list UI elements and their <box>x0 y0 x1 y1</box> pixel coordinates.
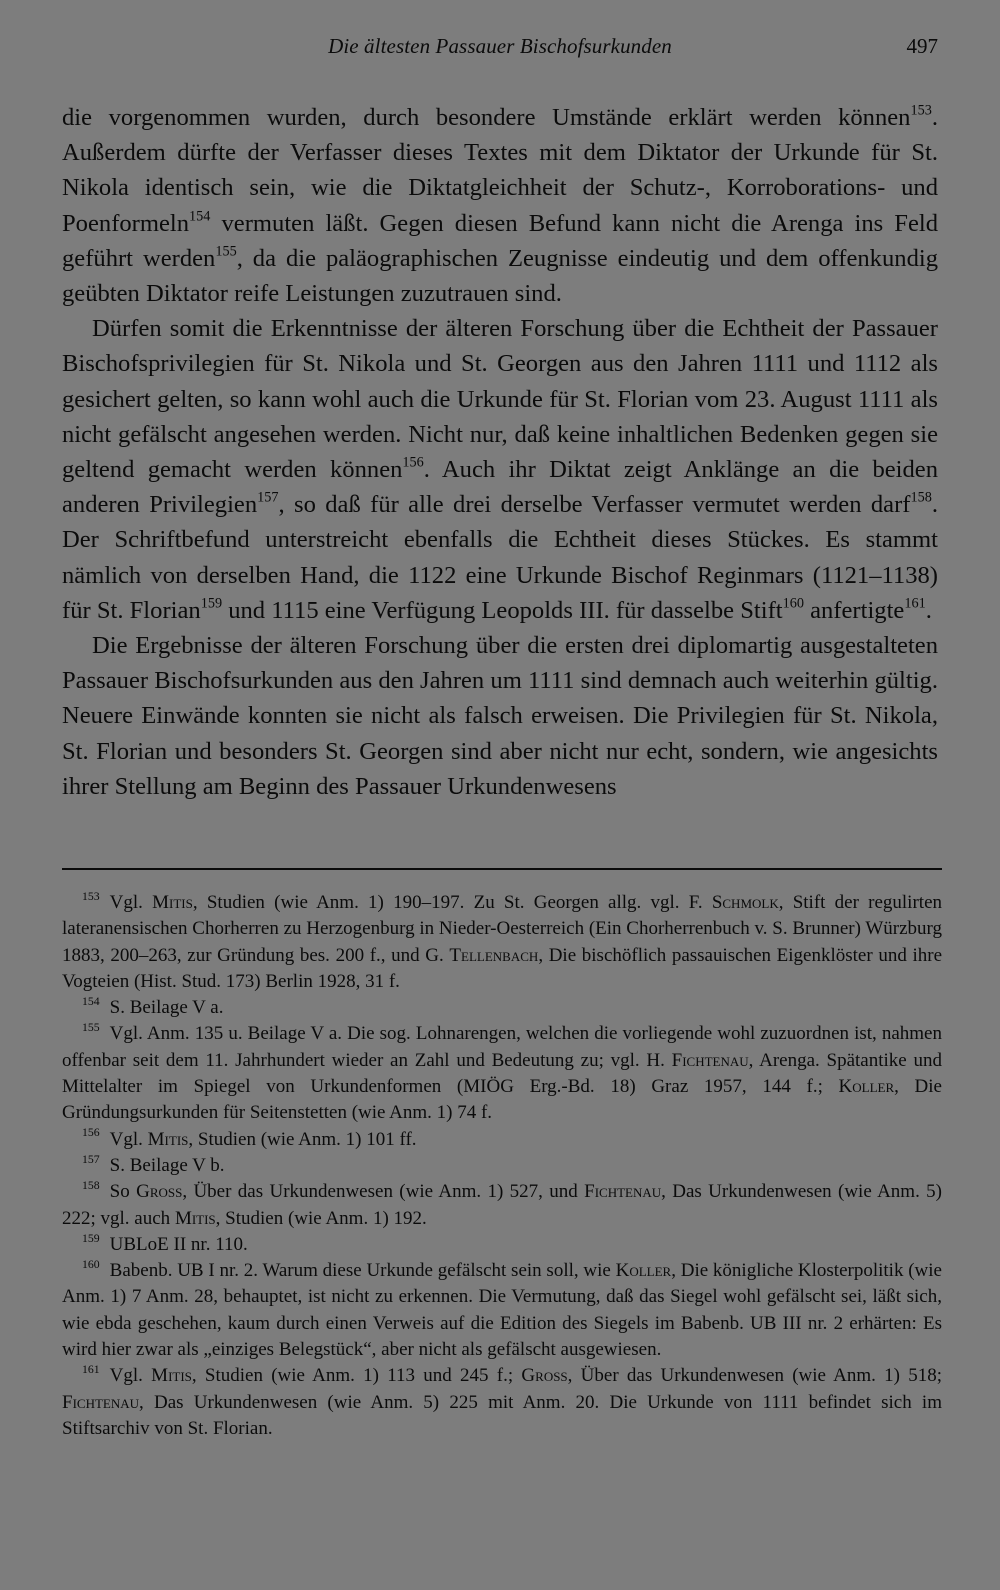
footnote-text: , Über das Urkundenwesen (wie Anm. 1) 527, und <box>182 1181 585 1203</box>
footnote-reference: 153 <box>910 102 932 119</box>
footnotes <box>62 890 942 1442</box>
page-number: 497 <box>906 34 938 58</box>
footnote-text: , Studien (wie Anm. 1) 190–197. Zu St. Georgen allg. vgl. F. <box>192 892 712 913</box>
footnote-reference: 154 <box>189 208 211 225</box>
author-name: Fichtenau <box>62 1391 140 1413</box>
footnote <box>62 1153 942 1179</box>
text-run: . Auch ihr Diktat zeigt Anklänge an die beiden anderen Privilegien <box>62 456 938 519</box>
running-header <box>62 34 938 68</box>
author-name: Gross <box>521 1365 568 1387</box>
footnote-reference: 157 <box>257 489 279 506</box>
author-name: Fichtenau <box>671 1049 749 1071</box>
footnote-text: , Das Urkundenwesen (wie Anm. 5) 225 mit Anm. 20. Die Urkunde von 1111 befindet sich im Stiftsarchiv von St. Florian. <box>62 1391 942 1439</box>
footnote-text: , Arenga. Spätantike und Mittelalter im Spiegel von Urkundenformen (MIÖG Erg.-Bd. 18) Graz 1957, 144 f.; <box>62 1049 942 1098</box>
footnote-reference: 159 <box>200 595 223 612</box>
footnote-number: 156 <box>82 1126 100 1140</box>
text-run: . <box>925 596 932 624</box>
footnote-separator <box>62 868 942 870</box>
footnote <box>62 995 942 1021</box>
footnote-reference: 155 <box>215 243 237 260</box>
footnote-text: S. Beilage V a. <box>109 997 224 1019</box>
footnote-text: UBLoE II nr. 110. <box>109 1233 248 1255</box>
text-run: anfertigte <box>803 596 905 624</box>
footnote-text: , Studien (wie Anm. 1) 192. <box>215 1207 427 1229</box>
body-paragraph <box>62 311 938 628</box>
author-name: Tellenbach <box>449 944 539 966</box>
text-run: , da die paläographischen Zeugnisse eindeutig und dem offenkundig geübten Diktator reife Leistungen zuzutrauen sind. <box>62 244 938 308</box>
footnote-text: Babenb. UB I nr. 2. Warum diese Urkunde gefälscht sein soll, wie <box>109 1260 616 1282</box>
footnote <box>62 1363 942 1442</box>
footnote-reference: 160 <box>782 595 804 612</box>
footnote <box>62 1021 942 1126</box>
footnote-reference: 156 <box>402 454 424 471</box>
footnote-number: 154 <box>82 994 100 1008</box>
footnote-text: , Studien (wie Anm. 1) 113 und 245 f.; <box>191 1365 522 1387</box>
footnote-number: 160 <box>82 1257 100 1271</box>
footnote-text: Vgl. <box>109 892 153 913</box>
footnote-text: S. Beilage V b. <box>109 1154 225 1176</box>
footnote <box>62 1232 942 1258</box>
author-name: Schmolk <box>711 892 779 913</box>
running-title: Die ältesten Passauer Bischofsurkunden <box>328 34 672 58</box>
author-name: Mitis <box>152 892 193 913</box>
footnote-text: , Stift der regulirten lateranensischen Chorherren zu Herzogenburg in Nieder-Oesterreich (Ein Chorherrenbuch v. S. Brunner) Würzburg 1883, 200–263, zur Gründung bes. 200 f., und G. <box>62 892 943 966</box>
footnote <box>62 1258 942 1363</box>
footnote-number: 157 <box>82 1152 100 1166</box>
footnote-text: , Die bischöflich passauischen Eigenklöster und ihre Vogteien (Hist. Stud. 173) Berlin 1928, 31 f. <box>62 944 943 992</box>
text-run: die vorgenommen wurden, durch besondere Umstände erklärt werden können <box>62 104 911 131</box>
text-run: Dürfen somit die Erkenntnisse der älteren Forschung über die Echtheit der Passauer Bischofsprivilegien für St. Nikola und St. Georgen aus den Jahren 1111 und 1112 als gesichert gelten, so kann wohl auch die Urkunde für St. Florian vom 23. August 1111 als nicht gefälscht angesehen werden. Nicht nur, daß keine inhaltlichen Bedenken gegen sie geltend gemacht werden können <box>62 315 938 484</box>
footnote-text: , Die königliche Klosterpolitik (wie Anm. 1) 7 Anm. 28, behauptet, ist nicht zu erkennen. Die Vermutung, daß das Siegel wohl gefälscht sei, läßt sich, wie ebda geschehen, kaum durch einen Verweis auf die Edition des Siegels im Babenb. UB III nr. 2 erhärten: Es wird hier zwar als „einziges Belegstück“, aber nicht als gefälscht ausgewiesen. <box>62 1260 942 1361</box>
footnote-number: 161 <box>82 1363 100 1377</box>
footnote-number: 155 <box>82 1021 100 1035</box>
body-paragraph <box>62 628 938 804</box>
main-text <box>62 100 938 804</box>
author-name: Gross <box>136 1181 183 1203</box>
footnote-text: , Das Urkundenwesen (wie Anm. 5) 222; vgl. auch <box>62 1181 942 1229</box>
text-run: vermuten läßt. Gegen diesen Befund kann nicht die Arenga ins Feld geführt werden <box>62 209 938 272</box>
footnote-number: 153 <box>82 889 100 903</box>
author-name: Koller <box>615 1260 672 1282</box>
text-run: . Der Schriftbefund unterstreicht ebenfalls die Echtheit dieses Stückes. Es stammt nämlich von derselben Hand, die 1122 eine Urkunde Bischof Reginmars (1121–1138) für St. Florian <box>62 491 938 624</box>
footnote-text: , Studien (wie Anm. 1) 101 ff. <box>188 1128 417 1150</box>
body-paragraph <box>62 100 938 311</box>
footnote <box>62 1127 942 1153</box>
footnote-text: Vgl. <box>109 1128 148 1150</box>
text-run: . Außerdem dürfte der Verfasser dieses Textes mit dem Diktator der Urkunde für St. Nikola identisch sein, wie die Diktatgleichheit der Schutz-, Korroborations- und Poenformeln <box>62 104 938 237</box>
author-name: Mitis <box>174 1207 216 1229</box>
footnote-text: So <box>109 1181 137 1203</box>
footnote-text: Vgl. Anm. 135 u. Beilage V a. Die sog. Lohnarengen, welchen die vorliegende wohl zuzuordnen ist, nahmen offenbar seit dem 11. Jahrhundert wieder an Zahl und Bedeutung zu; vgl. H. <box>62 1023 942 1071</box>
footnote-reference: 161 <box>904 595 926 612</box>
author-name: Koller <box>838 1076 895 1098</box>
footnote-text: , Über das Urkundenwesen (wie Anm. 1) 518; <box>567 1365 943 1387</box>
footnote <box>62 890 942 995</box>
footnote-reference: 158 <box>910 489 932 506</box>
author-name: Mitis <box>151 1365 192 1387</box>
author-name: Mitis <box>147 1128 189 1150</box>
footnote <box>62 1179 942 1232</box>
footnote-text: Vgl. <box>109 1365 152 1387</box>
footnote-text: , Die Gründungsurkunden für Seitenstetten (wie Anm. 1) 74 f. <box>62 1076 942 1124</box>
footnote-number: 159 <box>82 1231 100 1245</box>
text-run: und 1115 eine Verfügung Leopolds III. für dasselbe Stift <box>222 596 783 624</box>
text-run: , so daß für alle drei derselbe Verfasser vermutet werden darf <box>278 491 911 519</box>
text-run: Die Ergebnisse der älteren Forschung über die ersten drei diplomartig ausgestalteten Passauer Bischofsurkunden aus den Jahren um 1111 sind demnach auch weiterhin gültig. Neuere Einwände konnten sie nicht als falsch erweisen. Die Privilegien für St. Nikola, St. Florian und besonders St. Georgen sind aber nicht nur echt, sondern, wie angesichts ihrer Stellung am Beginn des Passauer Urkundenwesens <box>62 632 938 800</box>
footnote-number: 158 <box>82 1179 100 1193</box>
author-name: Fichtenau <box>584 1181 662 1203</box>
